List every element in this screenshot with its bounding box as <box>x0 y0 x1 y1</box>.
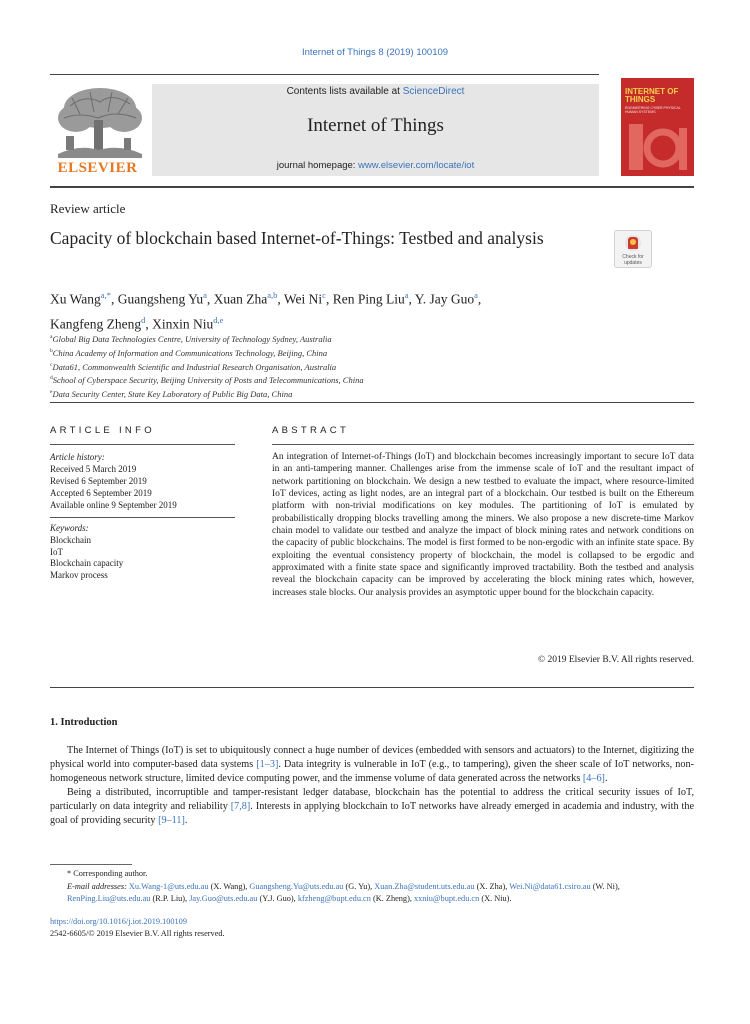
publisher-name[interactable]: ELSEVIER <box>57 160 138 176</box>
history-received: Received 5 March 2019 <box>50 464 137 474</box>
keywords-rule <box>50 517 235 518</box>
author-affiliation-mark[interactable]: a,* <box>100 290 111 300</box>
abstract-body: An integration of Internet-of-Things (IoT) and blockchain becomes increasingly important to secure IoT data in an anti-tampering manner. Challenges arise from the immense scale of IoT and the resultant impact of network partitioning on blockchain. We design a new testbed to evaluate the impact, where resource-limited IoT devices, acting as light nodes, are an integral part of a blockchain. Our testbed is built on the Ethereum platform with non-trivial modifications on key modules. The partitioning of IoT is emulated by probabilistically dropping blocks travelling among the miners. We also propose a new discrete-time Markov chain model to validate our testbed and analyze the impact of block mining rates and network conditions on the capacity of public blockchains. The model is first formed to be non-ergodic with an infinite state space. By exploiting the eventual consistency property of blockchain, the model is collapsed to be ergodic and approximated with a finite state space and significantly improved tractability. Both the testbed and analysis reveal the blockchain capacity can be improved by accelerating the block mining rates which, however, increases stale blocks. Our analysis provides an asymptotic upper bound for the blockchain capacity. <box>272 452 694 598</box>
affiliation-text: School of Cyberspace Security, Beijing University of Posts and Telecommunications, China <box>52 375 364 386</box>
email-link[interactable]: Wei.Ni@data61.csiro.au <box>509 881 591 891</box>
email-addresses: E-mail addresses: Xu.Wang-1@uts.edu.au (X. Wang), Guangsheng.Yu@uts.edu.au (G. Yu), Xuan.Zha@student.uts.edu.au (X. Zha), Wei.Ni@data61.csiro.au (W. Ni), RenPing.Liu@uts.edu.au (R.P. Liu), Jay.Guo@uts.edu.au (Y.J. Guo), kfzheng@bupt.edu.cn (K. Zheng), xxniu@bupt.edu.cn (X. Niu). <box>67 881 620 904</box>
asterisk-mark: * <box>67 869 74 878</box>
keyword-item: Markov process <box>50 570 108 581</box>
contents-line <box>152 86 599 97</box>
keyword-item: Blockchain <box>50 534 91 545</box>
author-affiliation-mark[interactable]: d <box>141 314 146 325</box>
affiliation-item <box>50 345 670 359</box>
keyword-item: Blockchain capacity <box>50 558 124 569</box>
author-name[interactable]: Xinxin Niu <box>152 316 214 331</box>
email-label: E-mail addresses: <box>67 881 127 891</box>
journal-title: Internet of Things <box>307 115 444 136</box>
header-top-rule <box>50 74 599 75</box>
email-owner: (G. Yu) <box>345 881 371 891</box>
email-owner: (Y.J. Guo) <box>259 894 294 904</box>
journal-homepage-link[interactable]: www.elsevier.com/locate/iot <box>358 160 475 171</box>
citation-link[interactable]: [4–6] <box>582 773 605 785</box>
affiliation-text: Data Security Center, State Key Laboratory of Public Big Data, China <box>52 389 293 400</box>
text-run: . Data integrity is vulnerable in IoT (e.g., to tampering), given the sheer scale of IoT networks, non-homogeneous network structure, limited device computing power, and the immense volume of data generated across the networks <box>50 759 694 785</box>
email-owner: (X. Niu). <box>481 894 512 904</box>
author-affiliation-mark[interactable]: a,b <box>267 290 278 300</box>
author-name[interactable]: Xuan Zha <box>213 291 268 307</box>
abstract-heading: ABSTRACT <box>272 425 350 436</box>
bookmark-icon <box>628 237 638 249</box>
header-bottom-rule <box>50 186 694 188</box>
author-name[interactable]: Wei Ni <box>283 291 323 307</box>
author-separator: , <box>110 291 118 307</box>
check-updates-label: Check for updates <box>622 254 644 266</box>
homepage-line <box>152 160 599 171</box>
affiliation-key: a <box>50 334 53 340</box>
text-run: The Internet of Things (IoT) is set to ubiquitously connect a huge number of devices (embedded with sensors and actuators) to the Internet, digitizing the physical world into computer-based data systems <box>50 745 694 771</box>
email-owner: (R.P. Liu) <box>152 894 186 904</box>
author-separator: , <box>277 291 284 307</box>
author-separator: , <box>145 316 153 331</box>
keyword-item: IoT <box>50 546 63 557</box>
author-block-rule <box>50 402 694 403</box>
paragraph <box>50 744 694 786</box>
history-accepted: Accepted 6 September 2019 <box>50 488 152 498</box>
affiliation-item <box>50 331 670 345</box>
author-name[interactable]: Ren Ping Liu <box>332 291 405 307</box>
author-separator: , <box>408 291 415 307</box>
journal-reference[interactable]: Internet of Things 8 (2019) 100109 <box>301 47 449 58</box>
text-run: . <box>604 773 608 785</box>
keywords <box>50 523 235 582</box>
citation-link[interactable]: [1–3] <box>256 759 279 771</box>
article-history <box>50 451 235 511</box>
citation-link[interactable]: [7,8] <box>230 801 251 813</box>
affiliation-item <box>50 372 670 386</box>
corresponding-author-note <box>50 868 700 881</box>
author-list <box>50 285 650 334</box>
affiliation-text: Global Big Data Technologies Centre, University of Technology Sydney, Australia <box>52 333 332 344</box>
footnote-rule <box>50 864 132 865</box>
author-separator: , <box>325 291 333 307</box>
article-title: Capacity of blockchain based Internet-of-Things: Testbed and analysis <box>50 228 544 248</box>
text-run: Being a distributed, incorruptible and tamper-resistant ledger database, blockchain has the potential to address the critical security issues of IoT, particularly on data integrity and reliability <box>50 787 694 813</box>
abstract-bottom-rule <box>50 687 694 688</box>
email-link[interactable]: kfzheng@bupt.edu.cn <box>297 894 371 904</box>
contents-prefix: Contents lists available at <box>286 86 403 97</box>
affiliation-item <box>50 359 670 373</box>
article-info-heading: ARTICLE INFO <box>50 425 155 436</box>
history-label: Article history: <box>50 452 105 462</box>
author-name[interactable]: Kangfeng Zheng <box>50 316 142 331</box>
email-owner: (K. Zheng) <box>372 894 410 904</box>
article-info-rule <box>50 444 235 445</box>
email-link[interactable]: Xuan.Zha@student.uts.edu.au <box>374 881 475 891</box>
author-separator: , <box>477 291 482 307</box>
author-affiliation-mark[interactable]: d,e <box>213 314 224 325</box>
affiliation-list <box>50 331 670 400</box>
abstract-rule <box>272 444 694 445</box>
affiliation-text: China Academy of Information and Communications Technology, Beijing, China <box>52 347 328 358</box>
affiliation-key: d <box>50 375 53 382</box>
author-name[interactable]: Y. Jay Guo <box>414 291 475 307</box>
citation-link[interactable]: [9–11] <box>158 815 185 827</box>
author-name[interactable]: Guangsheng Yu <box>117 291 204 307</box>
history-revised: Revised 6 September 2019 <box>50 476 147 486</box>
text-run: . <box>184 815 188 827</box>
author-separator: , <box>206 291 214 307</box>
affiliation-text: Data61, Commonwealth Scientific and Industrial Research Organisation, Australia <box>52 361 337 372</box>
email-owner: (X. Zha) <box>476 881 506 891</box>
section-heading-introduction: 1. Introduction <box>50 717 118 728</box>
affiliation-item <box>50 386 670 400</box>
issn-copyright: 2542-6605/© 2019 Elsevier B.V. All rights reserved. <box>50 929 225 938</box>
email-link[interactable]: Jay.Guo@uts.edu.au <box>189 894 258 904</box>
affiliation-key: c <box>50 361 53 368</box>
sciencedirect-link[interactable]: ScienceDirect <box>402 86 465 97</box>
author-name[interactable]: Xu Wang <box>50 291 101 307</box>
paragraph <box>50 786 694 828</box>
text-run: . Interests in applying blockchain to IoT networks have already emerged in academia and industry, with the goal of providing security <box>50 801 694 827</box>
check-for-updates-button[interactable] <box>614 230 652 268</box>
keywords-label: Keywords: <box>50 523 89 533</box>
introduction-body <box>50 744 694 829</box>
email-link[interactable]: Guangsheng.Yu@uts.edu.au <box>249 881 344 891</box>
author-affiliation-mark[interactable]: a <box>474 290 478 300</box>
email-owner: (W. Ni) <box>592 881 618 891</box>
history-online: Available online 9 September 2019 <box>50 500 177 510</box>
article-type: Review article <box>50 201 126 216</box>
affiliation-key: b <box>50 347 53 354</box>
email-owner: (X. Wang) <box>210 881 246 891</box>
email-link[interactable]: Xu.Wang-1@uts.edu.au <box>128 881 209 891</box>
footnotes <box>50 868 700 906</box>
affiliation-key: e <box>50 389 53 396</box>
abstract-copyright: © 2019 Elsevier B.V. All rights reserved. <box>537 655 694 665</box>
cover-title: INTERNET OF THINGS <box>625 87 679 104</box>
author-affiliation-mark[interactable]: a <box>404 290 409 300</box>
author-affiliation-mark[interactable]: c <box>322 290 326 300</box>
email-link[interactable]: xxniu@bupt.edu.cn <box>414 894 480 904</box>
email-link[interactable]: RenPing.Liu@uts.edu.au <box>67 894 151 904</box>
author-affiliation-mark[interactable]: a <box>203 290 207 300</box>
cover-artwork <box>621 118 694 176</box>
corresponding-author-text: Corresponding author. <box>73 869 148 878</box>
cover-subtitle: ENGINEERING CYBER PHYSICAL HUMAN SYSTEMS <box>625 106 681 114</box>
homepage-prefix: journal homepage: <box>276 160 359 171</box>
journal-cover-thumbnail[interactable] <box>621 78 694 176</box>
doi-link[interactable]: https://doi.org/10.1016/j.iot.2019.100109 <box>50 917 187 926</box>
